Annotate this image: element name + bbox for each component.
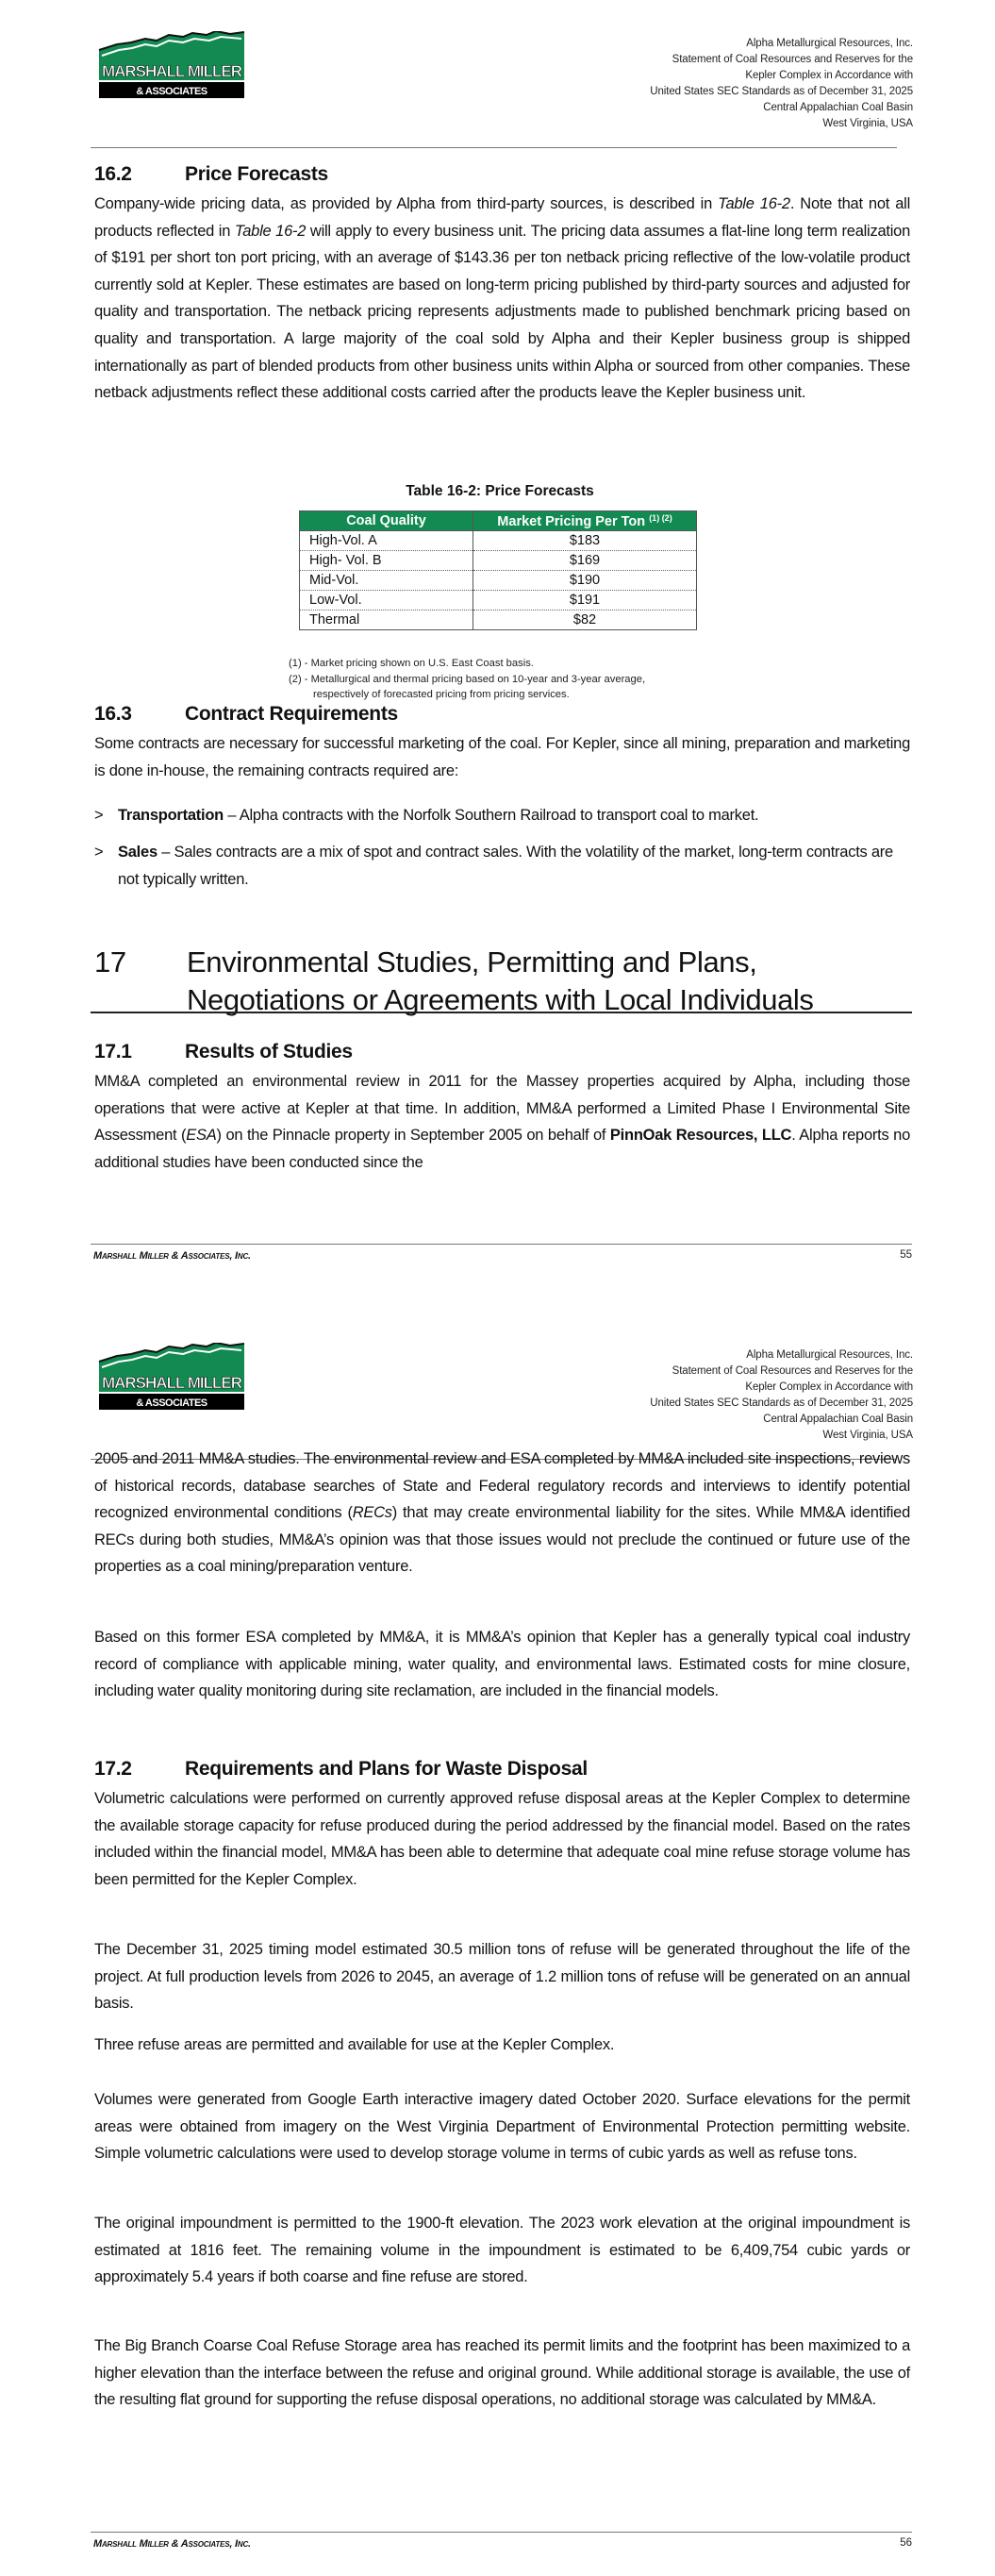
price-cell: $190	[473, 571, 697, 591]
column-header-coal-quality: Coal Quality	[300, 511, 473, 531]
column-header-market-pricing: Market Pricing Per Ton $^{(1) (2)}$	[473, 511, 697, 531]
table-row	[300, 551, 697, 571]
paragraph-volume-sources: Volumes were generated from Google Earth interactive imagery dated October 2020. Surface elevations for the permit areas were obtained from imagery on the West Virginia Department of Environmental Protection permitting website. Simple volumetric calculations were used to develop storage volume in terms of cubic yards as well as refuse tons.	[94, 2091, 910, 2163]
paragraph-contract-requirements: Some contracts are necessary for successful marketing of the coal. For Kepler, since all mining, preparation and marketing is done in-house, the remaining contracts required are:	[94, 735, 910, 779]
bullet-arrow-icon: >	[94, 844, 104, 861]
table-row	[300, 571, 697, 591]
coal-quality-cell: Mid-Vol.	[300, 571, 473, 591]
header-location: West Virginia, USA	[822, 118, 913, 129]
paragraph-refuse-estimate: The December 31, 2025 timing model estimated 30.5 million tons of refuse will be generated throughout the life of the project. At full production levels from 2026 to 2045, an average of 1.2 million tons of refuse will be generated on an annual basis.	[94, 1941, 910, 2013]
report-header-text	[650, 36, 913, 132]
table-reference: Table 16-2	[718, 195, 790, 212]
page-56	[0, 1288, 995, 2576]
header-divider	[91, 147, 897, 148]
svg-text:& ASSOCIATES: & ASSOCIATES	[136, 86, 207, 97]
paragraph-big-branch: The Big Branch Coarse Coal Refuse Storage area has reached its permit limits and the footprint has been maximized to a higher elevation than the interface between the refuse and original ground. While additional storage is available, the use of the resulting flat ground for supporting the refuse disposal operations, no additional storage was calculated by MM&A.	[94, 2337, 910, 2409]
header-basin: Central Appalachian Coal Basin	[763, 1413, 913, 1425]
bullet-transportation: > Transportation – Alpha contracts with the Norfolk Southern Railroad to transport coal to market.	[94, 802, 910, 829]
section-heading-16-2: 16.2 Price Forecasts	[94, 163, 328, 185]
table-row	[300, 591, 697, 611]
paragraph-price-forecasts: Company-wide pricing data, as provided by Alpha from third-party sources, is described in Table 16-2. Note that not all products reflected in Table 16-2 will apply to every business unit. The pricing data assumes a flat-line long term realization of $191 per short ton port pricing, with an average of $143.36 per ton netback pricing reflective of the low-volatile product currently sold at Kepler. These estimates are based on long-term pricing published by third-party sources and adjusted for quality and transportation. The netback pricing represents adjustments made to published benchmark pricing based on quality and transportation. A large majority of the coal sold by Alpha and their Kepler business group is shipped internationally as part of blended products from other business units within Alpha or sourced from other companies. These netback adjustments reflect these additional costs carried after the products leave the Kepler business unit.	[94, 195, 911, 402]
header-statement: Statement of Coal Resources and Reserves for the	[672, 54, 913, 65]
footnote-2: (2) - Metallurgical and thermal pricing based on 10-year and 3-year average, respectively of forecasted pricing from pricing services.	[289, 673, 646, 700]
chapter-divider	[91, 1012, 912, 1013]
coal-quality-cell: Low-Vol.	[300, 591, 473, 611]
header-statement: Statement of Coal Resources and Reserves for the	[672, 1365, 913, 1377]
paragraph-esa-opinion: Based on this former ESA completed by MM&A, it is MM&A’s opinion that Kepler has a generally typical coal industry record of compliance with applicable mining, water quality, and environmental laws. Estimated costs for mine closure, including water quality monitoring during site reclamation, are included in the financial models.	[94, 1629, 910, 1700]
marshall-miller-logo	[98, 1343, 245, 1411]
table-caption: Table 16-2: Price Forecasts	[406, 483, 594, 499]
paragraph-studies-continued: 2005 and 2011 MM&A studies. The environmental review and ESA completed by MM&A included site inspections, reviews of historical records, database searches of State and Federal regulatory records and interviews to identify potential recognized environmental conditions (RECs) that may create environmental liability for the sites. While MM&A identified RECs during both studies, MM&A’s opinion was that those issues would not preclude the continued or future use of the properties as a coal mining/preparation venture.	[94, 1450, 911, 1576]
svg-text:MARSHALL MILLER: MARSHALL MILLER	[101, 1374, 242, 1392]
footer-divider	[91, 1244, 912, 1245]
price-cell: $183	[473, 531, 697, 551]
footer-divider	[91, 2532, 912, 2533]
section-heading-17-1: 17.1 Results of Studies	[94, 1041, 353, 1062]
marshall-miller-logo	[98, 31, 245, 99]
header-standard: United States SEC Standards as of December 31, 2025	[650, 86, 913, 97]
header-standard: United States SEC Standards as of December 31, 2025	[650, 1397, 913, 1409]
footer-company: Marshall Miller & Associates, Inc.	[93, 1250, 251, 1262]
table-header-row	[300, 511, 697, 531]
chapter-heading-17: 17 Environmental Studies, Permitting and Plans, Negotiations or Agreements with Local Individuals	[94, 945, 814, 1016]
section-heading-17-2: 17.2 Requirements and Plans for Waste Disposal	[94, 1758, 588, 1780]
price-cell: $191	[473, 591, 697, 611]
paragraph-volumetric-calculations: Volumetric calculations were performed on currently approved refuse disposal areas at the Kepler Complex to determine the available storage capacity for refuse produced during the period addressed by the financial model. Based on the rates included within the financial model, MM&A has been able to determine that adequate coal mine refuse storage volume has been permitted for the Kepler Complex.	[94, 1790, 910, 1888]
page-number: 55	[900, 1249, 912, 1261]
coal-quality-cell: Thermal	[300, 611, 473, 630]
page-number: 56	[900, 2537, 912, 2549]
header-basin: Central Appalachian Coal Basin	[763, 102, 913, 113]
svg-text:MARSHALL MILLER: MARSHALL MILLER	[101, 62, 242, 80]
paragraph-results-of-studies: MM&A completed an environmental review in 2011 for the Massey properties acquired by Alpha, including those operations that were active at Kepler at that time. In addition, MM&A performed a Limited Phase I Environmental Site Assessment (ESA) on the Pinnacle property in September 2005 on behalf of PinnOak Resources, LLC. Alpha reports no additional studies have been conducted since the	[94, 1073, 910, 1171]
header-complex: Kepler Complex in Accordance with	[745, 1381, 913, 1393]
footnote-refs: (1) (2)	[649, 512, 672, 523]
coal-quality-cell: High-Vol. A	[300, 531, 473, 551]
bullet-arrow-icon: >	[94, 807, 104, 824]
header-company: Alpha Metallurgical Resources, Inc.	[746, 38, 913, 49]
bullet-sales: > Sales – Sales contracts are a mix of spot and contract sales. With the volatility of the market, long-term contracts are not typically written.	[94, 839, 910, 893]
table-row	[300, 611, 697, 630]
header-location: West Virginia, USA	[822, 1430, 913, 1441]
table-footnotes	[289, 656, 645, 703]
coal-quality-cell: High- Vol. B	[300, 551, 473, 571]
price-cell: $82	[473, 611, 697, 630]
price-forecast-table	[299, 510, 697, 630]
table-row	[300, 531, 697, 551]
paragraph-original-impoundment: The original impoundment is permitted to the 1900-ft elevation. The 2023 work elevation at the original impoundment is estimated at 1816 feet. The remaining volume in the impoundment is estimated to be 6,409,754 cubic yards or approximately 5.4 years if both coarse and fine refuse are stored.	[94, 2215, 910, 2286]
svg-text:& ASSOCIATES: & ASSOCIATES	[136, 1397, 207, 1409]
header-complex: Kepler Complex in Accordance with	[745, 70, 913, 81]
header-company: Alpha Metallurgical Resources, Inc.	[746, 1349, 913, 1361]
table-reference: Table 16-2	[234, 222, 307, 240]
footer-company: Marshall Miller & Associates, Inc.	[93, 2538, 251, 2550]
price-cell: $169	[473, 551, 697, 571]
paragraph-refuse-areas: Three refuse areas are permitted and available for use at the Kepler Complex.	[94, 2036, 615, 2053]
report-header-text	[650, 1347, 913, 1444]
section-heading-16-3: 16.3 Contract Requirements	[94, 703, 398, 725]
footnote-1: (1) - Market pricing shown on U.S. East Coast basis.	[289, 658, 534, 669]
